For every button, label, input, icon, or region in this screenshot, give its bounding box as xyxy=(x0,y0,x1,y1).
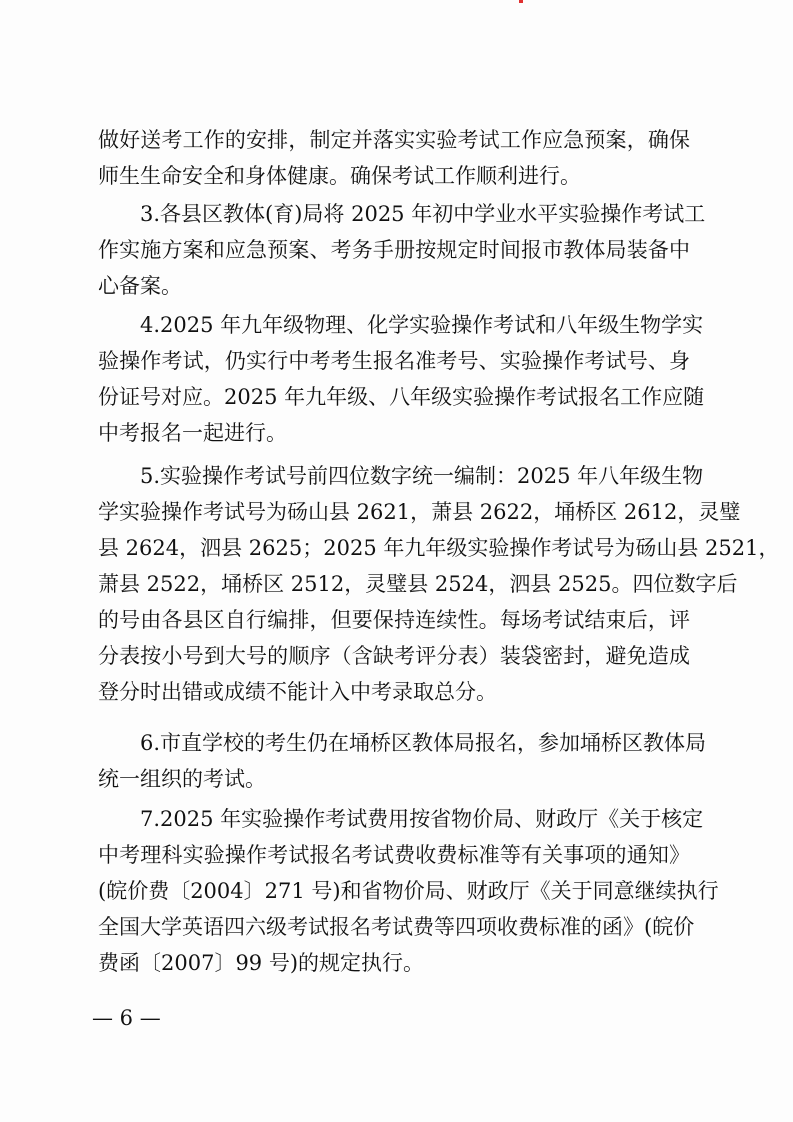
text-line: 萧县 2522，埇桥区 2512，灵璧县 2524，泗县 2525。四位数字后 xyxy=(98,572,738,596)
text-line: 5.实验操作考试号前四位数字统一编制：2025 年八年级生物 xyxy=(140,464,704,488)
text-line: 6.市直学校的考生仍在埇桥区教体局报名，参加埇桥区教体局 xyxy=(140,731,707,755)
paragraph-6 xyxy=(98,725,707,797)
text-line: 全国大学英语四六级考试报名考试费等四项收费标准的函》(皖价 xyxy=(98,915,695,939)
paragraph-3 xyxy=(98,196,706,304)
text-line: 中考理科实验操作考试报名考试费收费标准等有关事项的通知》 xyxy=(98,843,690,867)
page-number: — 6 — xyxy=(92,1006,161,1030)
text-line: 学实验操作考试号为砀山县 2621，萧县 2622，埇桥区 2612，灵璧 xyxy=(98,500,741,524)
text-line: 师生生命安全和身体健康。确保考试工作顺利进行。 xyxy=(98,164,581,188)
red-mark xyxy=(519,0,523,3)
text-line: 7.2025 年实验操作考试费用按省物价局、财政厅《关于核定 xyxy=(140,807,704,831)
text-line: 县 2624，泗县 2625；2025 年九年级实验操作考试号为砀山县 2521， xyxy=(98,536,780,560)
text-line: 分表按小号到大号的顺序（含缺考评分表）装袋密封，避免造成 xyxy=(98,644,690,668)
text-line: 的号由各县区自行编排，但要保持连续性。每场考试结束后，评 xyxy=(98,608,690,632)
text-line: 登分时出错或成绩不能计入中考录取总分。 xyxy=(98,680,497,704)
paragraph-7 xyxy=(98,801,719,981)
text-line: 份证号对应。2025 年九年级、八年级实验操作考试报名工作应随 xyxy=(98,385,705,409)
text-line: 统一组织的考试。 xyxy=(98,767,266,791)
paragraph-1 xyxy=(98,122,690,194)
text-line: 3.各县区教体(育)局将 2025 年初中学业水平实验操作考试工 xyxy=(140,202,706,226)
text-line: 做好送考工作的安排，制定并落实实验考试工作应急预案，确保 xyxy=(98,128,690,152)
text-line: 作实施方案和应急预案、考务手册按规定时间报市教体局装备中 xyxy=(98,238,690,262)
text-line: 4.2025 年九年级物理、化学实验操作考试和八年级生物学实 xyxy=(140,313,704,337)
text-line: 验操作考试，仍实行中考考生报名准考号、实验操作考试号、身 xyxy=(98,349,690,373)
paragraph-5 xyxy=(98,458,780,710)
paragraph-4 xyxy=(98,307,705,451)
text-line: 费函〔2007〕99 号)的规定执行。 xyxy=(98,951,425,975)
text-line: 心备案。 xyxy=(98,274,182,298)
text-line: (皖价费〔2004〕271 号)和省物价局、财政厅《关于同意继续执行 xyxy=(98,879,719,903)
text-line: 中考报名一起进行。 xyxy=(98,421,287,445)
